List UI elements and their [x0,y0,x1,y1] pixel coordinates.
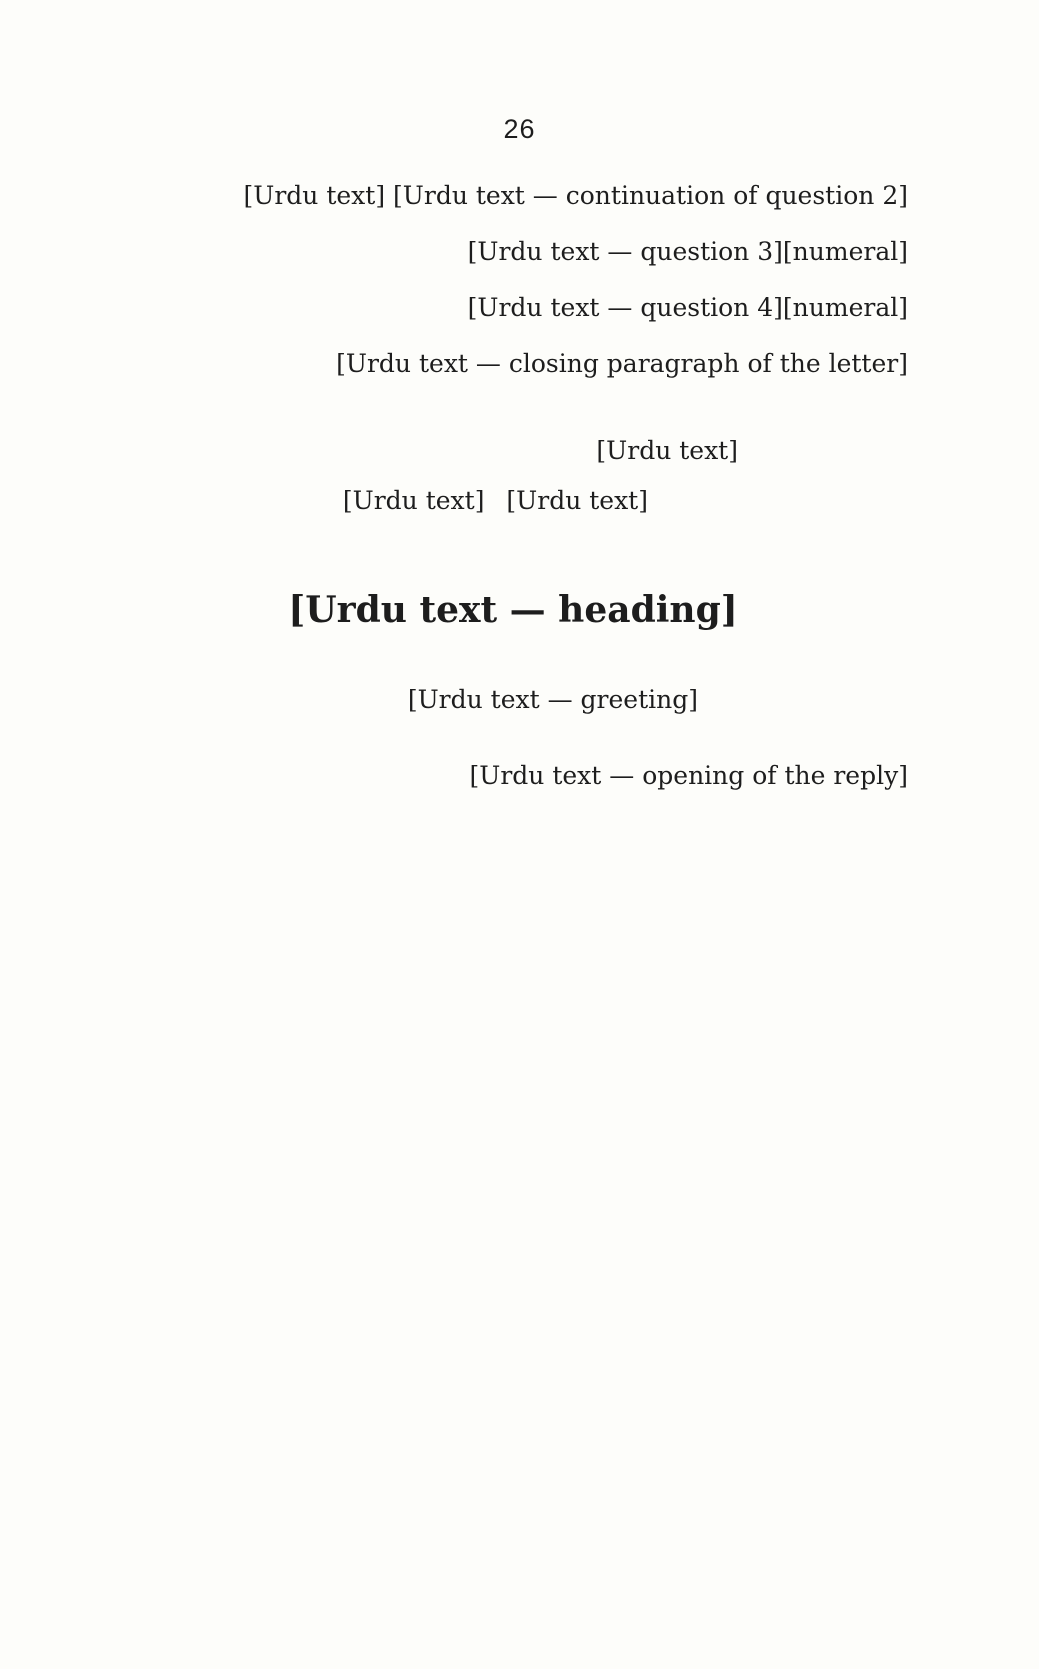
valediction: [Urdu text] [596,436,738,465]
signature-name: [Urdu text] [342,486,485,515]
item-text: [Urdu text — question 4] [467,293,783,322]
paragraph-line: [Urdu text] [243,181,386,210]
letter-paragraph: [Urdu text — closing paragraph of the letter] [336,349,908,378]
question-item [118,224,908,280]
question-continuation [118,168,908,224]
item-text: [Urdu text — question 3] [467,237,783,266]
question-item [118,280,908,336]
reply-paragraph: [Urdu text — opening of the reply] [469,761,908,790]
page-body [118,168,908,804]
signature-line [118,476,648,526]
item-number: [numeral] [782,293,908,322]
signature-label: [Urdu text] [506,486,648,515]
reply-heading: [Urdu text — heading] [288,589,738,631]
item-number: [numeral] [782,237,908,266]
reply-salutation: [Urdu text — greeting] [407,685,698,714]
paragraph-line: [Urdu text — continuation of question 2] [393,181,908,210]
page-number: 26 [503,114,536,144]
letter-closing [118,426,738,526]
